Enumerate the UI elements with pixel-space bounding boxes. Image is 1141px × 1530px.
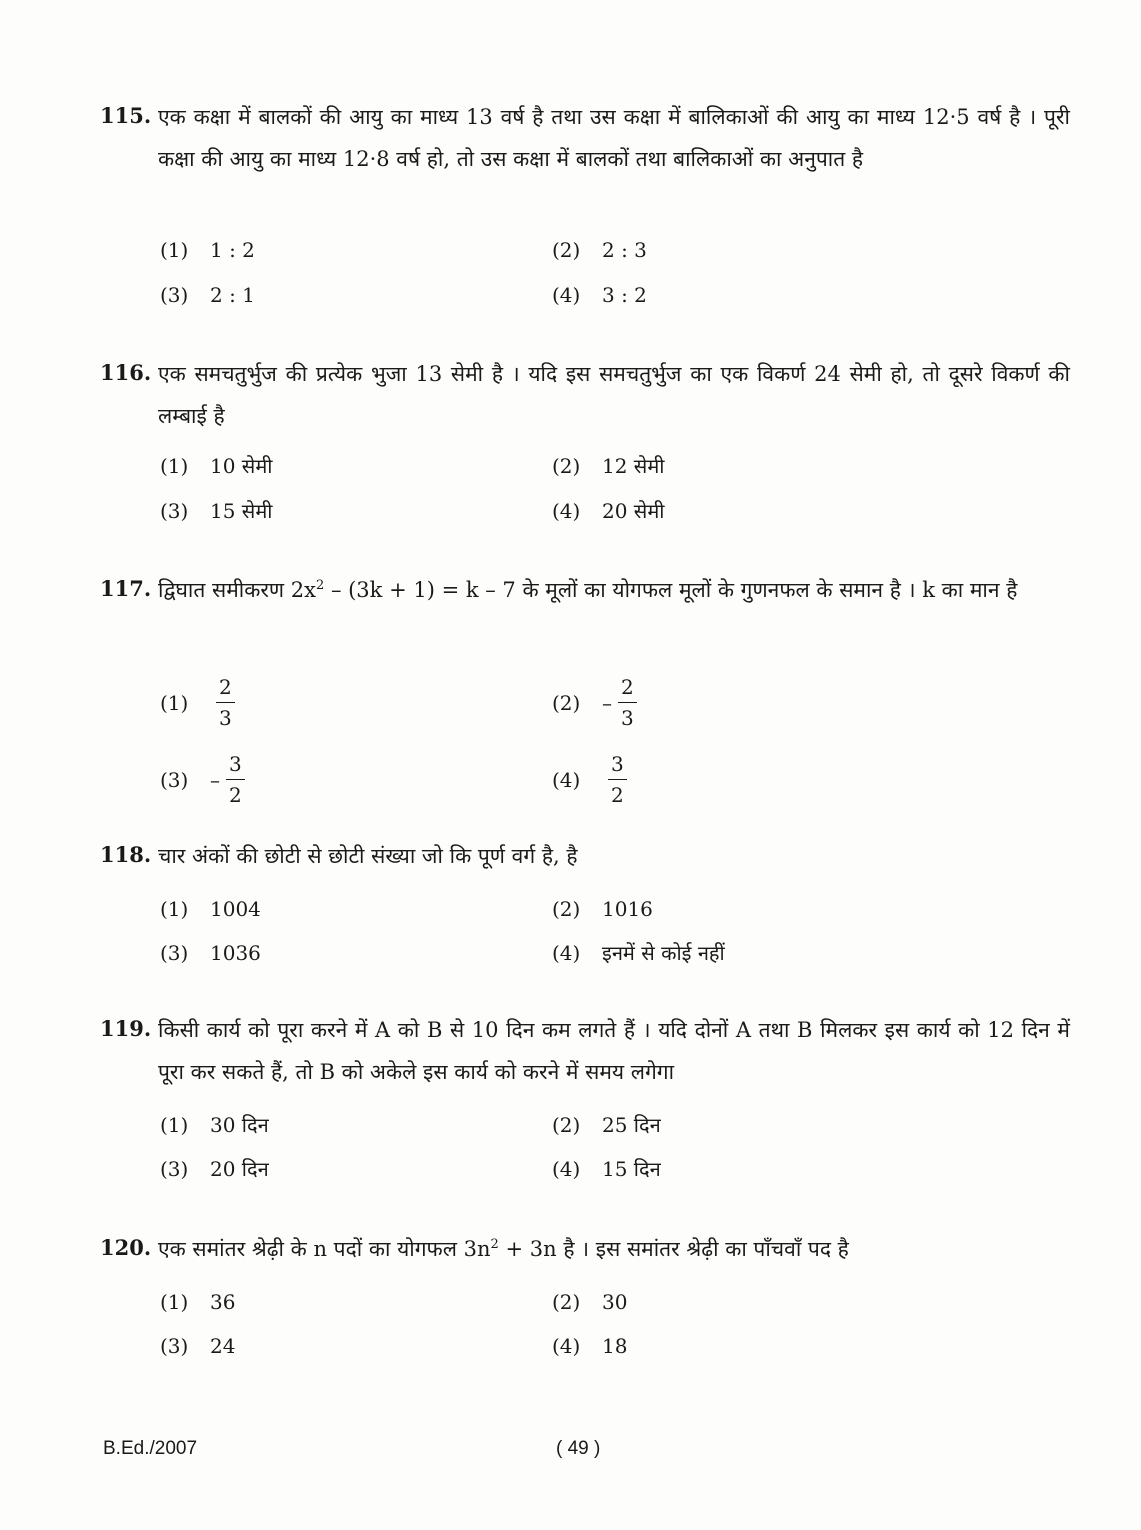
option-number: (2) (552, 238, 581, 262)
question-number: 119. (100, 1016, 152, 1041)
option-number: (4) (552, 941, 581, 965)
option-value: 1016 (602, 897, 653, 921)
option-3[interactable] (160, 749, 245, 810)
fraction (216, 672, 235, 733)
option-number: (2) (552, 690, 581, 715)
question-text: किसी कार्य को पूरा करने में A को B से 10 दिन कम लगते हैं । यदि दोनों A तथा B मिलकर इस कार्य को 12 दिन में पूरा कर सकते हैं, तो B को अकेले इस कार्य को करने में समय लगेगा (158, 1018, 1070, 1084)
option-number: (2) (552, 1113, 581, 1137)
option-value: 30 दिन (210, 1113, 269, 1137)
option-4[interactable] (552, 496, 664, 526)
question-text-part2: + 3n है । इस समांतर श्रेढ़ी का पाँचवाँ पद है (498, 1237, 849, 1261)
option-number: (1) (160, 238, 189, 262)
denominator: 2 (611, 783, 624, 807)
exponent: 2 (490, 1237, 499, 1252)
option-number: (3) (160, 1157, 189, 1181)
option-value: 2 : 3 (602, 238, 647, 262)
option-number: (1) (160, 690, 189, 715)
option-sign: – (210, 767, 220, 792)
option-4[interactable] (552, 749, 627, 810)
option-2[interactable] (552, 894, 653, 924)
option-value: 24 (210, 1334, 236, 1358)
option-value: 3 : 2 (602, 283, 647, 307)
numerator: 3 (226, 749, 245, 780)
question-number: 117. (100, 576, 152, 601)
fraction (618, 672, 637, 733)
option-value: 15 दिन (602, 1157, 661, 1181)
option-3[interactable] (160, 280, 255, 310)
option-number: (1) (160, 1290, 189, 1314)
numerator: 3 (608, 749, 627, 780)
option-number: (3) (160, 1334, 189, 1358)
option-number: (2) (552, 454, 581, 478)
option-1[interactable] (160, 1287, 235, 1317)
option-value: 25 दिन (602, 1113, 661, 1137)
option-value: 1 : 2 (210, 238, 255, 262)
question-number: 120. (100, 1235, 152, 1260)
question-text (158, 1228, 1070, 1270)
option-2[interactable] (552, 235, 647, 265)
option-1[interactable] (160, 451, 272, 481)
option-number: (4) (552, 499, 581, 523)
option-value: 2 : 1 (210, 283, 255, 307)
option-3[interactable] (160, 496, 272, 526)
option-4[interactable] (552, 938, 725, 968)
option-number: (2) (552, 1290, 581, 1314)
option-number: (4) (552, 1157, 581, 1181)
option-1[interactable] (160, 235, 255, 265)
option-number: (3) (160, 499, 189, 523)
option-sign: – (602, 690, 612, 715)
option-value: 1036 (210, 941, 261, 965)
question-text-part2: – (3k + 1) = k – 7 के मूलों का योगफल मूलों के गुणनफल के समान है । k का मान है (324, 578, 1018, 602)
option-value: 12 सेमी (602, 454, 665, 478)
fraction (226, 749, 245, 810)
option-4[interactable] (552, 280, 647, 310)
option-number: (1) (160, 454, 189, 478)
question-number: 115. (100, 103, 152, 128)
option-4[interactable] (552, 1154, 661, 1184)
option-number: (4) (552, 1334, 581, 1358)
question-text: चार अंकों की छोटी से छोटी संख्या जो कि पूर्ण वर्ग है, है (158, 844, 578, 868)
option-value: 10 सेमी (210, 454, 273, 478)
question-text: एक कक्षा में बालकों की आयु का माध्य 13 वर्ष है तथा उस कक्षा में बालिकाओं की आयु का माध्य 12·5 वर्ष है । पूरी कक्षा की आयु का माध्य 12·8 वर्ष हो, तो उस कक्षा में बालकों तथा बालिकाओं का अनुपात है (158, 105, 1070, 171)
option-2[interactable] (552, 672, 637, 733)
option-value: 30 (602, 1290, 628, 1314)
option-3[interactable] (160, 1331, 235, 1361)
question-number: 118. (100, 842, 152, 867)
option-3[interactable] (160, 938, 261, 968)
option-2[interactable] (552, 1287, 627, 1317)
option-number: (3) (160, 941, 189, 965)
option-1[interactable] (160, 894, 261, 924)
option-4[interactable] (552, 1331, 627, 1361)
question-text (158, 569, 1070, 611)
option-value: 20 दिन (210, 1157, 269, 1181)
question-text-part1: एक समांतर श्रेढ़ी के n पदों का योगफल 3n (158, 1237, 491, 1261)
option-value: 20 सेमी (602, 499, 665, 523)
question-text-part1: द्विघात समीकरण 2x (158, 578, 316, 602)
option-1[interactable] (160, 672, 235, 733)
option-value: 15 सेमी (210, 499, 273, 523)
exponent: 2 (315, 578, 325, 593)
numerator: 2 (216, 672, 235, 703)
denominator: 3 (621, 706, 634, 730)
fraction (608, 749, 627, 810)
denominator: 2 (229, 783, 242, 807)
option-value: 18 (602, 1334, 628, 1358)
option-number: (3) (160, 767, 189, 792)
option-2[interactable] (552, 1110, 661, 1140)
option-1[interactable] (160, 1110, 269, 1140)
option-number: (4) (552, 283, 581, 307)
option-3[interactable] (160, 1154, 269, 1184)
page-number: ( 49 ) (556, 1438, 601, 1459)
denominator: 3 (219, 706, 232, 730)
numerator: 2 (618, 672, 637, 703)
option-2[interactable] (552, 451, 664, 481)
question-number: 116. (100, 360, 152, 385)
option-number: (3) (160, 283, 189, 307)
footer-exam-code: B.Ed./2007 (103, 1438, 198, 1459)
option-number: (1) (160, 897, 189, 921)
option-number: (1) (160, 1113, 189, 1137)
option-number: (4) (552, 767, 581, 792)
option-value: इनमें से कोई नहीं (602, 941, 725, 965)
option-number: (2) (552, 897, 581, 921)
question-text: एक समचतुर्भुज की प्रत्येक भुजा 13 सेमी है । यदि इस समचतुर्भुज का एक विकर्ण 24 सेमी हो, तो दूसरे विकर्ण की लम्बाई है (158, 362, 1070, 428)
option-value: 1004 (210, 897, 261, 921)
option-value: 36 (210, 1290, 236, 1314)
